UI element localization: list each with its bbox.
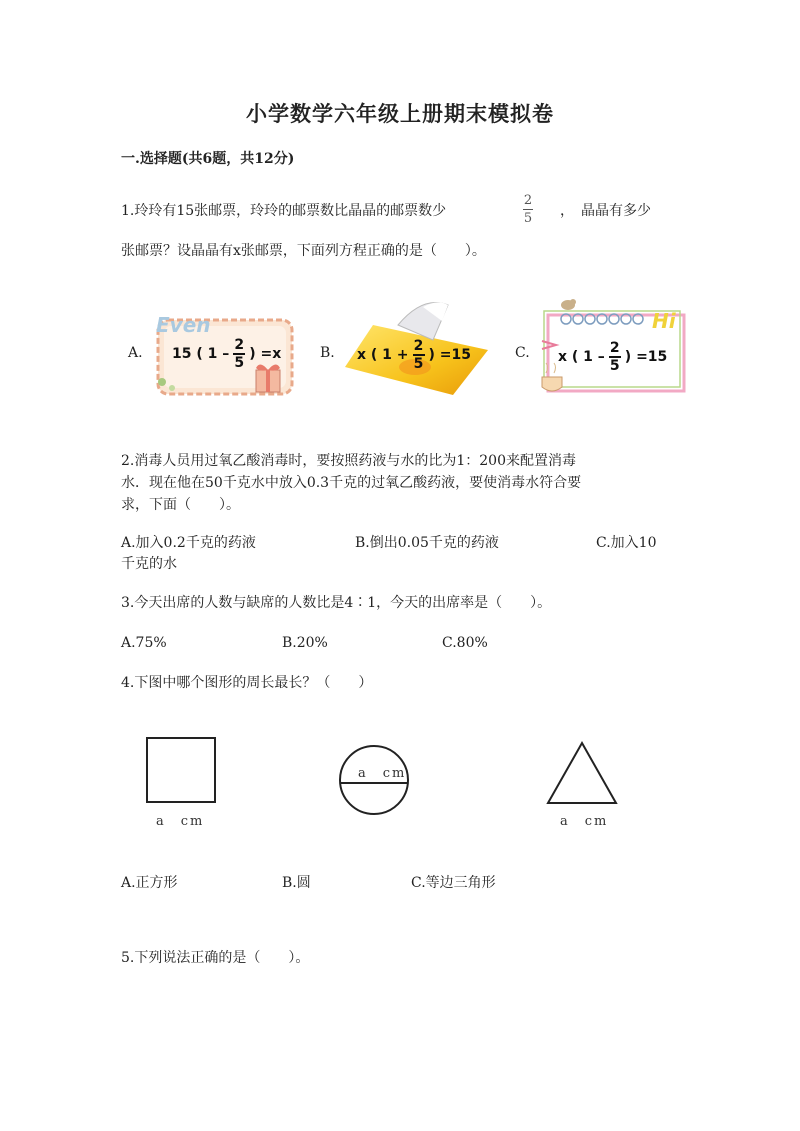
q2-line2: 水．现在他在50千克水中放入0.3千克的过氧乙酸药液，要使消毒水符合要: [121, 475, 582, 491]
q1-fraction: [523, 194, 533, 225]
section-heading: 一.选择题(共6题，共12分): [121, 151, 295, 167]
q1-option-b-label[interactable]: B.: [320, 345, 335, 361]
q1-option-c-card[interactable]: [538, 293, 690, 405]
deco-text-even: Even: [156, 313, 211, 337]
q1-option-b-card[interactable]: [343, 295, 493, 400]
q3-option-c[interactable]: C.80%: [442, 635, 488, 651]
q1-option-a-card[interactable]: [152, 308, 298, 400]
q1-text-part1: 1.玲玲有15张邮票，玲玲的邮票数比晶晶的邮票数少: [121, 203, 447, 219]
expr-c-before: x ( 1 –: [558, 349, 605, 365]
q2-line1: 2.消毒人员用过氧乙酸消毒时，要按照药液与水的比为1：200来配置消毒: [121, 453, 576, 469]
circle-label: a cm: [358, 766, 407, 781]
q1-option-b-expression: [357, 339, 471, 371]
square-figure: [145, 736, 219, 804]
expr-a-den: 5: [234, 355, 245, 371]
q2-option-a[interactable]: A.加入0.2千克的药液: [121, 535, 256, 551]
q4-option-c[interactable]: C.等边三角形: [411, 875, 496, 891]
square-label: a cm: [156, 814, 205, 829]
q1-option-c-expression: [558, 341, 667, 373]
q2-option-b[interactable]: B.倒出0.05千克的药液: [355, 535, 499, 551]
expr-a-after: ) =x: [249, 346, 282, 362]
expr-c-den: 5: [609, 358, 620, 374]
q1-option-a-expression: [172, 338, 281, 370]
expr-b-num: 2: [413, 338, 424, 354]
q2-line3: 求，下面（ ）。: [121, 497, 240, 513]
q1-fraction-denominator: 5: [523, 211, 533, 226]
q1-fraction-numerator: 2: [523, 193, 533, 208]
q4-option-a[interactable]: A.正方形: [121, 875, 178, 891]
deco-text-hi: Hi: [652, 309, 676, 333]
q1-option-c-label[interactable]: C.: [515, 345, 530, 361]
bird-icon: [561, 299, 576, 310]
expr-a-before: 15 ( 1 –: [172, 346, 230, 362]
q5-text: 5.下列说法正确的是（ ）。: [121, 950, 310, 966]
q3-text: 3.今天出席的人数与缺席的人数比是4∶1，今天的出席率是（ ）。: [121, 595, 552, 611]
q3-option-b[interactable]: B.20%: [282, 635, 328, 651]
triangle-figure: [545, 740, 619, 806]
q2-option-c[interactable]: C.加入10: [596, 535, 657, 551]
expr-c-after: ) =15: [624, 349, 668, 365]
q4-text: 4.下图中哪个图形的周长最长？（ ）: [121, 675, 373, 691]
expr-b-before: x ( 1 +: [357, 347, 409, 363]
q1-text-line2: 张邮票？设晶晶有x张邮票，下面列方程正确的是（ ）。: [121, 243, 486, 259]
page-title: 小学数学六年级上册期末模拟卷: [246, 101, 554, 126]
q2-option-c-continued: 千克的水: [121, 556, 177, 572]
expr-b-den: 5: [413, 356, 424, 372]
expr-c-num: 2: [609, 340, 620, 356]
q1-option-a-label[interactable]: A.: [128, 345, 143, 361]
q1-text-part2: ， 晶晶有多少: [560, 203, 651, 219]
expr-b-after: ) =15: [428, 347, 472, 363]
expr-a-num: 2: [234, 337, 245, 353]
q4-option-b[interactable]: B.圆: [282, 875, 311, 891]
q3-option-a[interactable]: A.75%: [121, 635, 167, 651]
triangle-label: a cm: [560, 814, 609, 829]
